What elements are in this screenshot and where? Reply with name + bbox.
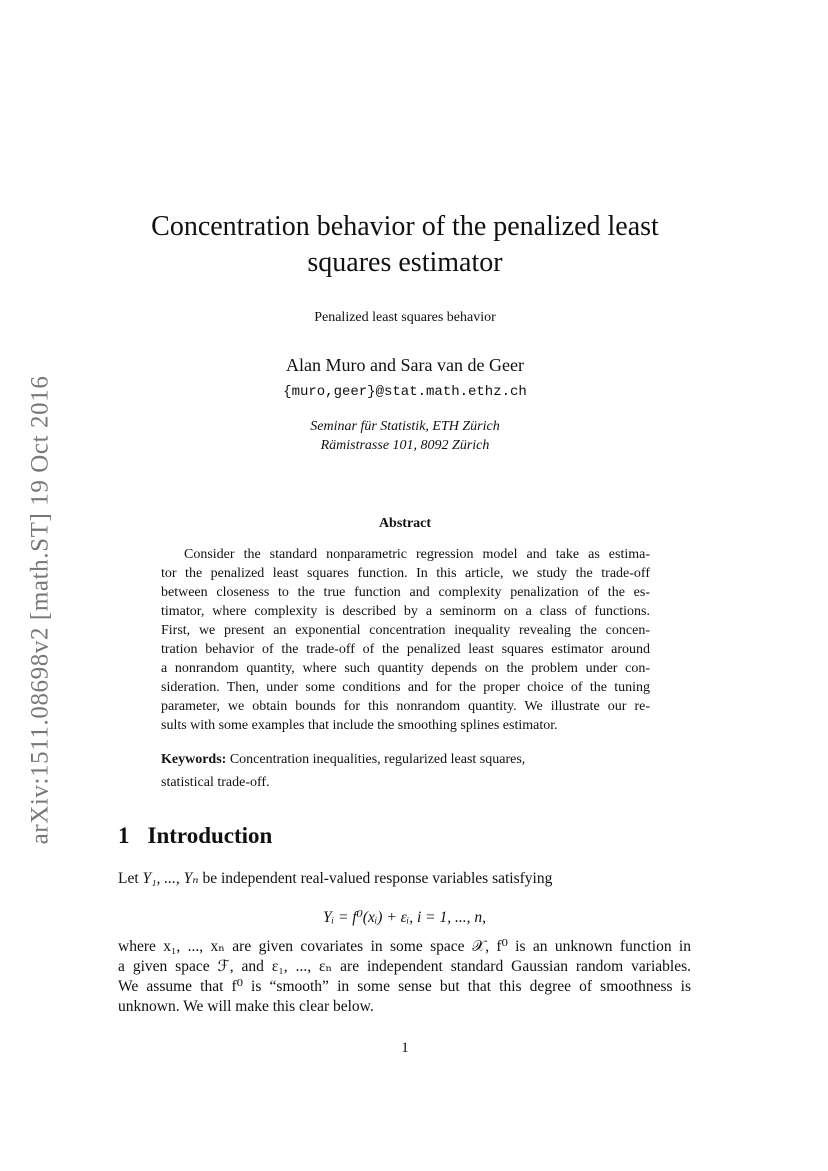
abstract-line: First, we present an exponential concentration inequality revealing the concen- (161, 623, 650, 638)
section-number: 1 (118, 823, 130, 848)
author-email: {muro,geer}@stat.math.ethz.ch (283, 384, 527, 400)
paper-title (120, 209, 690, 281)
keywords-text-1: Concentration inequalities, regularized least squares, (226, 752, 526, 767)
intro-sentence (118, 869, 691, 889)
intro-suffix: be independent real-valued response variables satisfying (198, 870, 553, 887)
title-line-2: squares estimator (307, 247, 503, 278)
abstract-heading: Abstract (378, 516, 432, 531)
affiliation-line-1: Seminar für Statistik, ETH Zürich (310, 419, 500, 434)
body-line: a given space ℱ, and ε₁, ..., εₙ are independent standard Gaussian random variables. (118, 958, 691, 975)
abstract-line: parameter, we obtain bounds for this nonrandom quantity. We illustrate our re- (161, 699, 650, 714)
display-equation: Yᵢ = f⁰(xᵢ) + εᵢ, i = 1, ..., n, (323, 909, 486, 926)
keywords-label: Keywords: (161, 752, 227, 767)
page-number: 1 (401, 1040, 409, 1056)
section-title: Introduction (147, 823, 273, 848)
abstract-line: tor the penalized least squares function. In this article, we study the trade-off (161, 566, 650, 581)
intro-variables: Y₁, ..., Yₙ (142, 870, 199, 887)
section-heading (118, 823, 272, 849)
running-title: Penalized least squares behavior (314, 310, 496, 325)
keywords-text-2: statistical trade-off. (161, 775, 270, 790)
affiliation-line-2: Rämistrasse 101, 8092 Zürich (320, 438, 490, 453)
abstract-line: sideration. Then, under some conditions and for the proper choice of the tuning (161, 680, 650, 695)
keywords (161, 752, 650, 768)
body-line: unknown. We will make this clear below. (118, 998, 374, 1015)
intro-prefix: Let (118, 870, 143, 887)
body-line: where x₁, ..., xₙ are given covariates in some space 𝒳, f⁰ is an unknown function in (118, 938, 691, 955)
authors: Alan Muro and Sara van de Geer (286, 355, 524, 375)
abstract-line: Consider the standard nonparametric regression model and take as estima- (184, 547, 650, 562)
body-line: We assume that f⁰ is “smooth” in some sense but that this degree of smoothness is (118, 978, 691, 995)
abstract-line: tration behavior of the trade-off of the penalized least squares estimator around (161, 642, 650, 657)
abstract-line: between closeness to the true function and complexity penalization of the es- (161, 585, 650, 600)
abstract-line: a nonrandom quantity, where such quantity depends on the problem under con- (161, 661, 650, 676)
arxiv-identifier-text: arXiv:1511.08698v2 [math.ST] 19 Oct 2016 (26, 375, 54, 845)
arxiv-identifier-stamp (20, 350, 60, 870)
abstract-line: timator, where complexity is described by a seminorm on a class of functions. (161, 604, 650, 619)
title-line-1: Concentration behavior of the penalized least (151, 211, 659, 242)
abstract-line: sults with some examples that include the smoothing splines estimator. (161, 718, 558, 733)
